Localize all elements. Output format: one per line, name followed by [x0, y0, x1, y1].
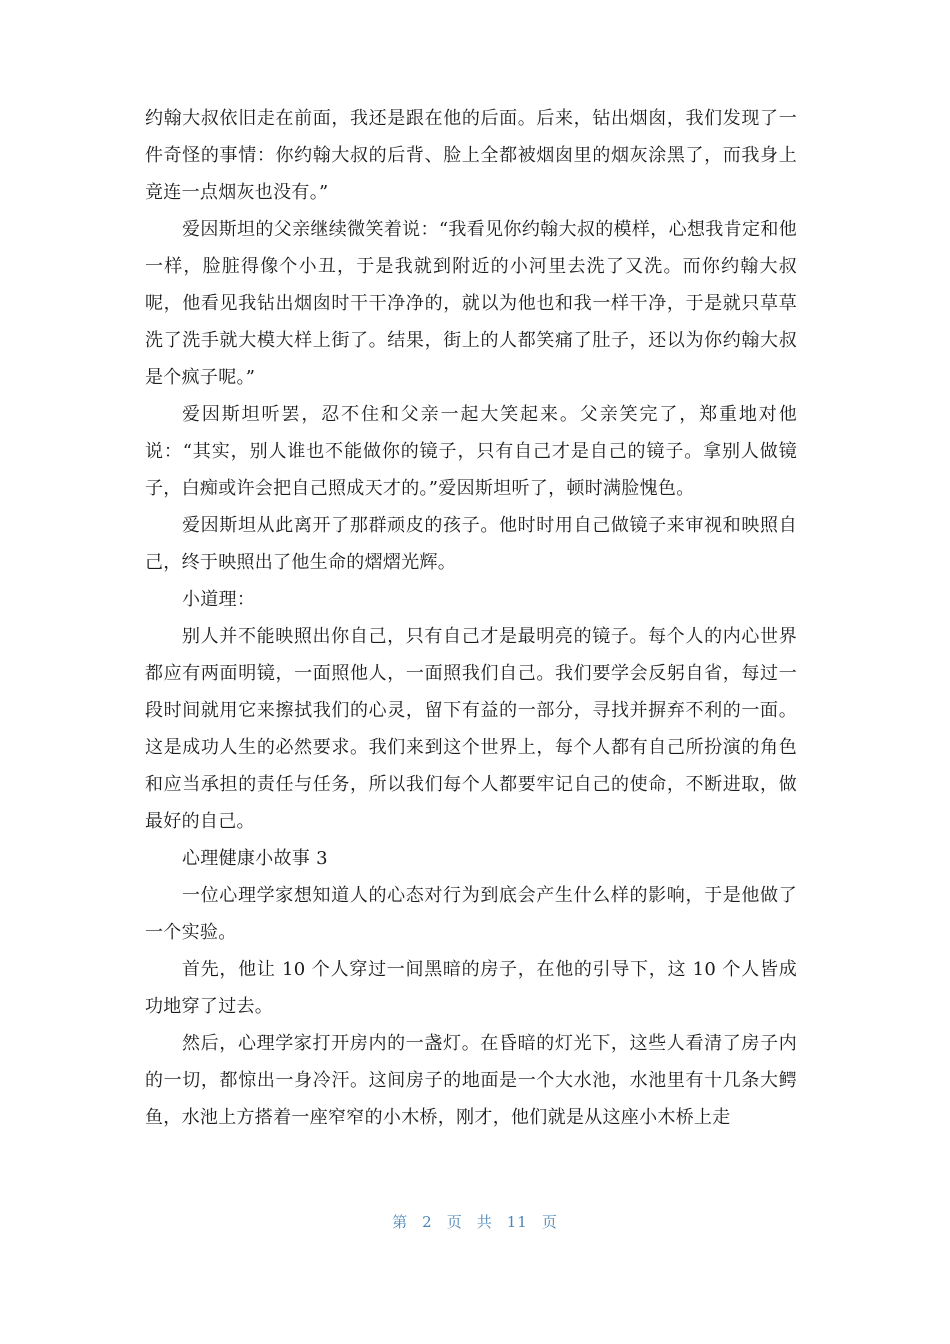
- paragraph: 爱因斯坦的父亲继续微笑着说：“我看见你约翰大叔的模样，心想我肯定和他一样，脸脏得像个小丑，于是我就到附近的小河里去洗了又洗。而你约翰大叔呢，他看见我钻出烟囱时干干净净的，就以为他也和我一样干净，于是就只草草洗了洗手就大模大样上街了。结果，街上的人都笑痛了肚子，还以为你约翰大叔是个疯子呢。”: [145, 219, 797, 388]
- current-page-number: 2: [422, 1213, 433, 1231]
- footer-label: 页: [446, 1213, 463, 1231]
- paragraph: 别人并不能映照出你自己，只有自己才是最明亮的镜子。每个人的内心世界都应有两面明镜，一面照他人，一面照我们自己。我们要学会反躬自省，每过一段时间就用它来擦拭我们的心灵，留下有益的一部分，寻找并摒弃不利的一面。这是成功人生的必然要求。我们来到这个世界上，每个人都有自己所扮演的角色和应当承担的责任与任务，所以我们每个人都要牢记自己的使命，不断进取，做最好的自己。: [145, 626, 797, 832]
- paragraph: 约翰大叔依旧走在前面，我还是跟在他的后面。后来，钻出烟囱，我们发现了一件奇怪的事情：你约翰大叔的后背、脸上全都被烟囱里的烟灰涂黑了，而我身上竟连一点烟灰也没有。”: [145, 108, 797, 203]
- paragraph: 爱因斯坦从此离开了那群顽皮的孩子。他时时用自己做镜子来审视和映照自己，终于映照出了他生命的熠熠光辉。: [145, 515, 797, 573]
- paragraph: 爱因斯坦听罢，忍不住和父亲一起大笑起来。父亲笑完了，郑重地对他说：“其实，别人谁也不能做你的镜子，只有自己才是自己的镜子。拿别人做镜子，白痴或许会把自己照成天才的。”爱因斯坦听了，顿时满脸愧色。: [145, 404, 797, 499]
- body-text: [145, 100, 797, 1136]
- footer-label: 第: [392, 1213, 409, 1231]
- story-heading: 心理健康小故事 3: [182, 848, 328, 869]
- section-label: 小道理：: [182, 589, 256, 610]
- footer-label: 页: [541, 1213, 558, 1231]
- paragraph: 一位心理学家想知道人的心态对行为到底会产生什么样的影响，于是他做了一个实验。: [145, 885, 797, 943]
- footer-label: 共: [476, 1213, 493, 1231]
- paragraph: 首先，他让 10 个人穿过一间黑暗的房子，在他的引导下，这 10 个人皆成功地穿了过去。: [145, 959, 797, 1017]
- page-footer: [0, 1211, 950, 1232]
- paragraph: 然后，心理学家打开房内的一盏灯。在昏暗的灯光下，这些人看清了房子内的一切，都惊出一身冷汗。这间房子的地面是一个大水池，水池里有十几条大鳄鱼，水池上方搭着一座窄窄的小木桥，刚才，他们就是从这座小木桥上走: [145, 1033, 797, 1128]
- total-pages-number: 11: [506, 1213, 528, 1231]
